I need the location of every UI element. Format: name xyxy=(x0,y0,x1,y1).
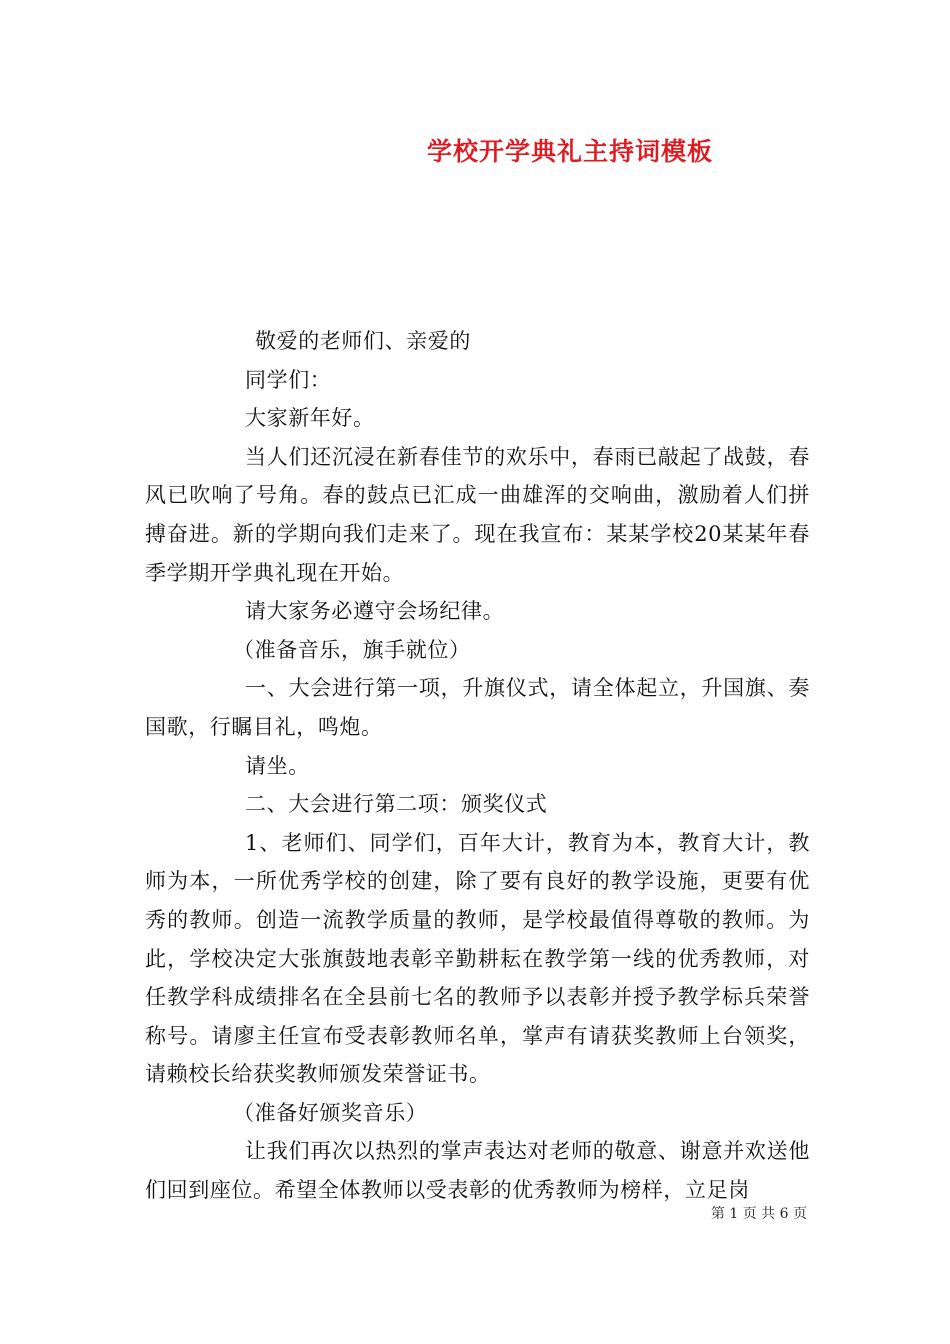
paragraph-opening: 当人们还沉浸在新春佳节的欢乐中，春雨已敲起了战鼓，春风已吹响了号角。春的鼓点已汇成一曲雄浑的交响曲，激励着人们拼搏奋进。新的学期向我们走来了。现在我宣布：某某学校20某某年春季学期开学典礼现在开始。 xyxy=(145,444,810,585)
paragraph-new-year: 大家新年好。 xyxy=(245,406,375,431)
paragraph-award-ceremony: 二、大会进行第二项：颁奖仪式 xyxy=(245,792,548,817)
paragraph-greeting-cont: 同学们： xyxy=(245,367,332,392)
paragraph-sit-down: 请坐。 xyxy=(245,753,310,778)
paragraph-applause: 让我们再次以热烈的掌声表达对老师的敬意、谢意并欢送他们回到座位。希望全体教师以受表彰的优秀教师为榜样，立足岗 xyxy=(145,1139,810,1203)
paragraph-teachers: 1、老师们、同学们，百年大计，教育为本，教育大计，教师为本，一所优秀学校的创建，除了要有良好的教学设施，更要有优秀的教师。创造一流教学质量的教师，是学校最值得尊敬的教师。为此，学校决定大张旗鼓地表彰辛勤耕耘在教学第一线的优秀教师，对任教学科成绩排名在全县前七名的教师予以表彰并授予教学标兵荣誉称号。请廖主任宣布受表彰教师名单，掌声有请获奖教师上台领奖，请赖校长给获奖教师颁发荣誉证书。 xyxy=(145,830,810,1087)
paragraph-music-note: （准备音乐，旗手就位） xyxy=(233,637,471,662)
paragraph-discipline: 请大家务必遵守会场纪律。 xyxy=(245,599,505,624)
page-number: 第 1 页 共 6 页 xyxy=(710,1206,807,1222)
paragraph-greeting: 敬爱的老师们、亲爱的 xyxy=(255,329,471,353)
page-title: 学校开学典礼主持词模板 xyxy=(426,137,713,166)
document-body xyxy=(145,322,810,1210)
paragraph-flag-ceremony: 一、大会进行第一项，升旗仪式，请全体起立，升国旗、奏国歌，行瞩目礼，鸣炮。 xyxy=(145,676,810,739)
paragraph-award-music: （准备好颁奖音乐） xyxy=(233,1100,428,1125)
